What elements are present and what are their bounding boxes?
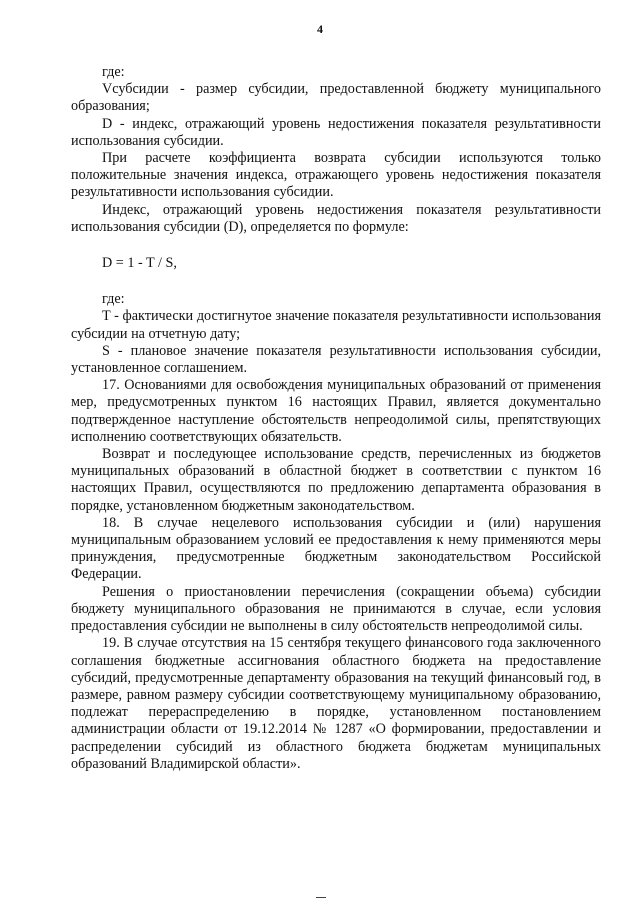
paragraph-suspension-decisions: Решения о приостановлении перечисления (сокращении объема) субсидии бюджету муниципального образования не принимаются в случае, если условия предоставления субсидии не выполнены в силу обстоятельств непреодолимой силы. [71,583,601,635]
document-body [71,64,601,773]
paragraph-item-19: 19. В случае отсутствия на 15 сентября текущего финансового года заключенного соглашения бюджетные ассигнования областного бюджета на предоставление субсидий, предусмотренные департаменту образования на текущий финансовый год, в размере, равном размеру субсидии соответствующему муниципальному образованию, подлежат перераспределению в порядке, установленном постановлением администрации области от 19.12.2014 № 1287 «О формировании, предоставлении и распределении субсидий из областного бюджета бюджетам муниципальных образований Владимирской области». [71,635,601,772]
paragraph-item-18: 18. В случае нецелевого использования субсидии и (или) нарушения муниципальным образованием условий ее предоставления к нему применяются меры принуждения, предусмотренные бюджетным законодательством Российской Федерации. [71,514,601,583]
page-edge-mark [316,897,326,898]
formula-d: D = 1 - T / S, [102,255,177,272]
paragraph-where-1: где: [102,64,125,80]
paragraph-positive-values: При расчете коэффициента возврата субсидии используются только положительные значения индекса, отражающего уровень недостижения показателя результативности использования субсидии. [71,150,601,201]
paragraph-t-definition: T - фактически достигнутое значение показателя результативности использования субсидии на отчетную дату; [71,308,601,342]
paragraph-d-definition: D - индекс, отражающий уровень недостижения показателя результативности использования субсидии. [71,115,601,149]
paragraph-v-subsidy-definition: Vсубсидии - размер субсидии, предоставленной бюджету муниципального образования; [71,81,601,115]
paragraph-index-formula-intro: Индекс, отражающий уровень недостижения показателя результативности использования субсидии (D), определяется по формуле: [71,201,601,235]
paragraph-s-definition: S - плановое значение показателя результативности использования субсидии, установленное соглашением. [71,342,601,377]
paragraph-where-2: где: [102,291,125,308]
paragraph-item-17: 17. Основаниями для освобождения муниципальных образований от применения мер, предусмотренных пунктом 16 настоящих Правил, является документально подтвержденное наступление обстоятельств непреодолимой силы, препятствующих исполнению соответствующих обязательств. [71,377,601,445]
paragraph-refund: Возврат и последующее использование средств, перечисленных из бюджетов муниципальных образований в областной бюджет в соответствии с пунктом 16 настоящих Правил, осуществляются по предложению департамента образования в порядке, установленном бюджетным законодательством. [71,446,601,514]
page-number: 4 [317,22,323,36]
